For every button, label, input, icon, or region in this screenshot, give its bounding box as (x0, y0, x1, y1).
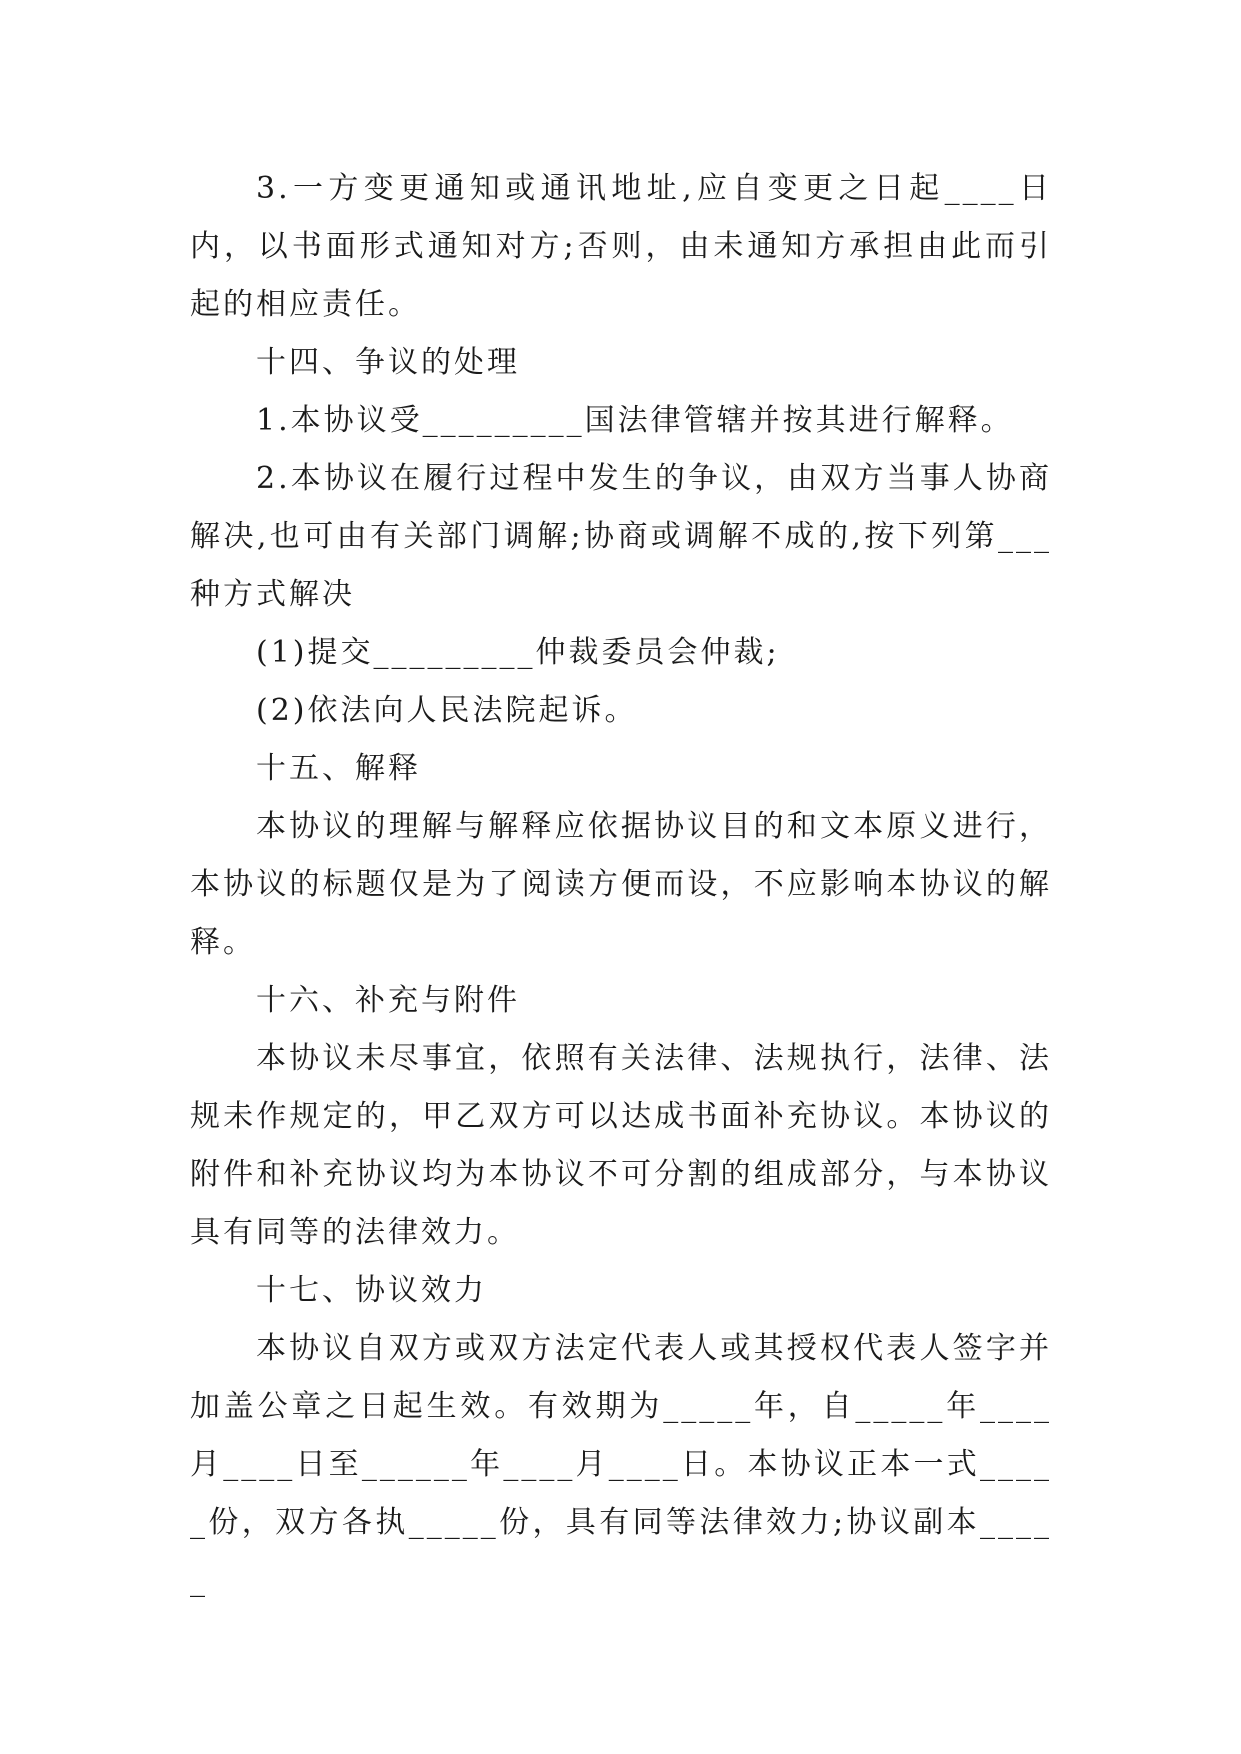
clause-interpretation: 本协议的理解与解释应依据协议目的和文本原义进行，本协议的标题仅是为了阅读方便而设，不应影响本协议的解释。 (190, 809, 1052, 960)
section-heading-supplement: 十六、补充与附件 (256, 983, 520, 1018)
document-body (190, 160, 1052, 1610)
option-arbitration: (1)提交_________仲裁委员会仲裁; (256, 635, 780, 670)
section-heading-interpretation: 十五、解释 (256, 751, 421, 786)
section-heading-dispute: 十四、争议的处理 (256, 345, 520, 380)
clause-effect: 本协议自双方或双方法定代表人或其授权代表人签字并加盖公章之日起生效。有效期为_____年，自_____年____月____日至______年____月____日。本协议正本一式_____份，双方各执_____份，具有同等法律效力;协议副本_____ (190, 1331, 1052, 1598)
clause-dispute-resolution: 2.本协议在履行过程中发生的争议，由双方当事人协商解决,也可由有关部门调解;协商或调解不成的,按下列第___种方式解决 (190, 461, 1052, 612)
clause-notice-change: 3.一方变更通知或通讯地址,应自变更之日起____日内，以书面形式通知对方;否则，由未通知方承担由此而引起的相应责任。 (190, 171, 1052, 322)
clause-governing-law: 1.本协议受_________国法律管辖并按其进行解释。 (256, 403, 1014, 438)
section-heading-effect: 十七、协议效力 (256, 1273, 487, 1308)
option-litigation: (2)依法向人民法院起诉。 (256, 693, 638, 728)
clause-supplement: 本协议未尽事宜，依照有关法律、法规执行，法律、法规未作规定的，甲乙双方可以达成书面补充协议。本协议的附件和补充协议均为本协议不可分割的组成部分，与本协议具有同等的法律效力。 (190, 1041, 1052, 1250)
